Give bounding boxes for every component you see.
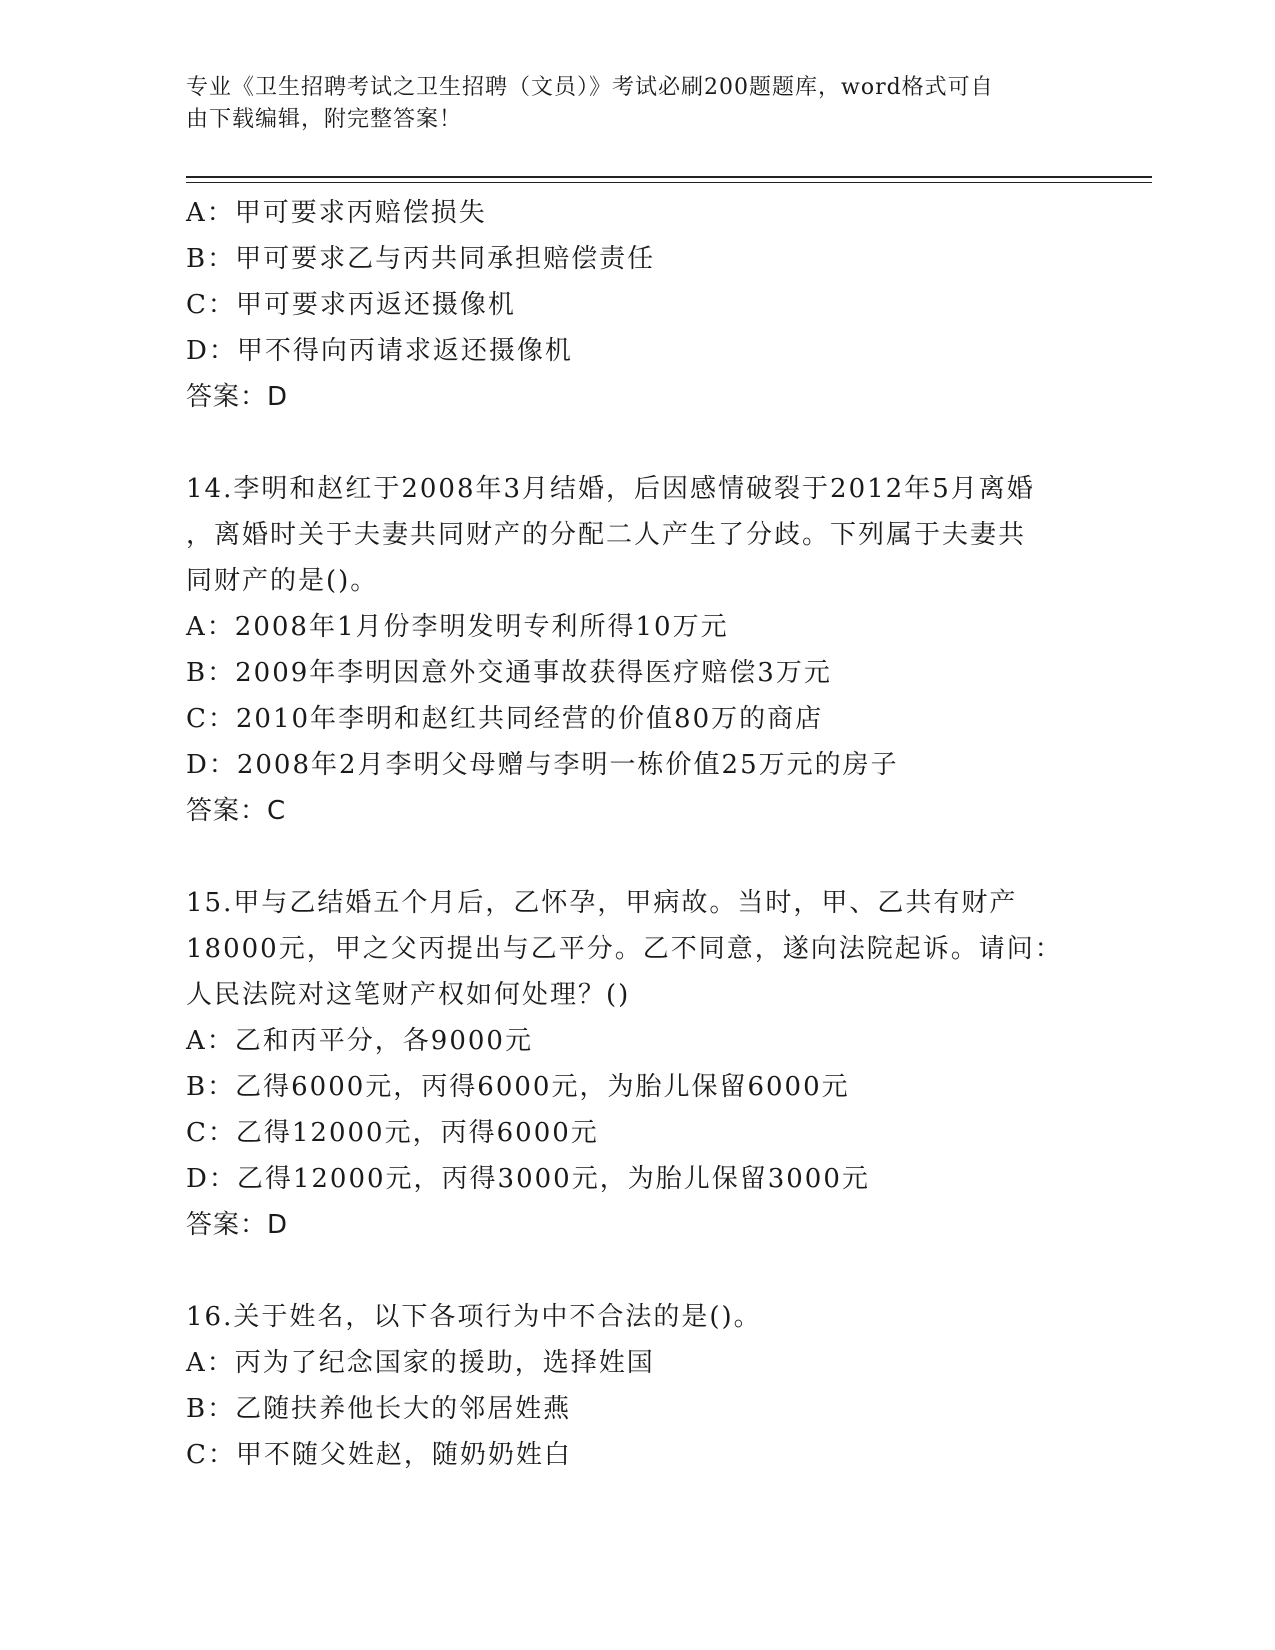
header-divider-thick (186, 176, 1152, 178)
answer-line: 答案：D (186, 1210, 289, 1240)
document-header (186, 72, 1066, 136)
question-13-options (186, 190, 1086, 420)
answer-line: 答案：D (186, 382, 289, 412)
option-c: C：甲不随父姓赵，随奶奶姓白 (186, 1440, 572, 1470)
option-a: A：甲可要求丙赔偿损失 (186, 198, 487, 228)
stem-line: 同财产的是()。 (186, 566, 379, 596)
header-line-2: 由下载编辑，附完整答案！ (186, 107, 463, 132)
spacer (186, 420, 1086, 466)
question-14 (186, 466, 1086, 834)
option-d: D：2008年2月李明父母赠与李明一栋价值25万元的房子 (186, 750, 899, 780)
question-content (186, 190, 1086, 1478)
question-stem (186, 880, 1086, 1018)
stem-line: 15.甲与乙结婚五个月后，乙怀孕，甲病故。当时，甲、乙共有财产 (186, 888, 1018, 918)
question-stem (186, 466, 1086, 604)
question-16 (186, 1294, 1086, 1478)
option-b: B：乙得6000元，丙得6000元，为胎儿保留6000元 (186, 1072, 850, 1102)
spacer (186, 1248, 1086, 1294)
option-d: D：乙得12000元，丙得3000元，为胎儿保留3000元 (186, 1164, 870, 1194)
stem-line: 14.李明和赵红于2008年3月结婚，后因感情破裂于2012年5月离婚 (186, 474, 1035, 504)
stem-line: 16.关于姓名，以下各项行为中不合法的是()。 (186, 1302, 762, 1332)
option-a: A：乙和丙平分，各9000元 (186, 1026, 533, 1056)
option-b: B：乙随扶养他长大的邻居姓燕 (186, 1394, 572, 1424)
header-line-1: 专业《卫生招聘考试之卫生招聘（文员）》考试必刷200题题库，word格式可自 (186, 75, 994, 100)
option-c: C：2010年李明和赵红共同经营的价值80万的商店 (186, 704, 824, 734)
option-a: A：丙为了纪念国家的援助，选择姓国 (186, 1348, 655, 1378)
stem-line: 人民法院对这笔财产权如何处理？() (186, 980, 631, 1010)
option-b: B：甲可要求乙与丙共同承担赔偿责任 (186, 244, 656, 274)
question-stem (186, 1294, 1086, 1340)
option-b: B：2009年李明因意外交通事故获得医疗赔偿3万元 (186, 658, 832, 688)
stem-line: 18000元，甲之父丙提出与乙平分。乙不同意，遂向法院起诉。请问： (186, 934, 1063, 964)
stem-line: ，离婚时关于夫妻共同财产的分配二人产生了分歧。下列属于夫妻共 (186, 520, 1027, 550)
spacer (186, 834, 1086, 880)
option-d: D：甲不得向丙请求返还摄像机 (186, 336, 573, 366)
option-c: C：甲可要求丙返还摄像机 (186, 290, 516, 320)
option-a: A：2008年1月份李明发明专利所得10万元 (186, 612, 729, 642)
answer-line: 答案：C (186, 796, 287, 826)
option-c: C：乙得12000元，丙得6000元 (186, 1118, 599, 1148)
question-15 (186, 880, 1086, 1248)
header-divider-thin (186, 182, 1152, 183)
